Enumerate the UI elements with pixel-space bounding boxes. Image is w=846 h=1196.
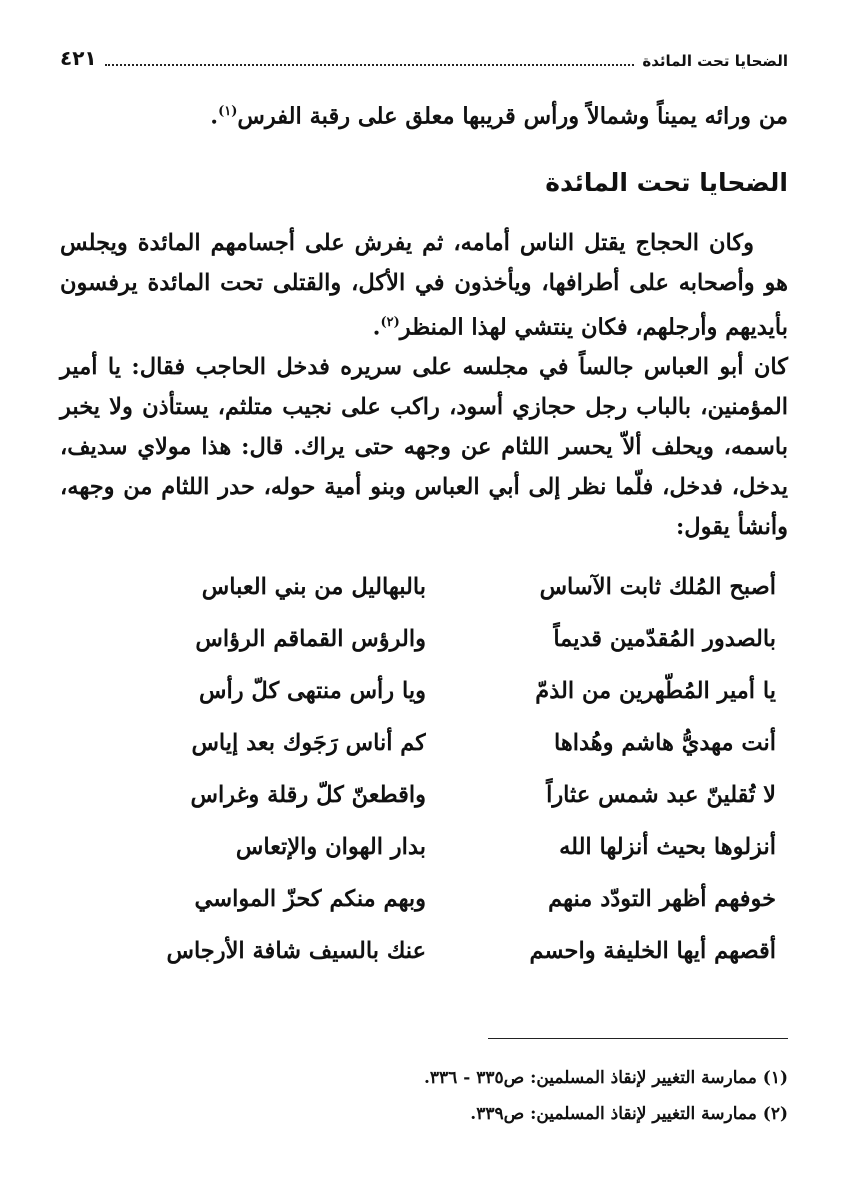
verse-second-hemistich: ويا رأس منتهى كلّ رأس bbox=[199, 678, 426, 704]
footnote-ref-1: (١) bbox=[218, 104, 238, 119]
footnotes bbox=[60, 1060, 788, 1132]
verse-second-hemistich: واقطعنّ كلّ رقلة وغراس bbox=[190, 782, 426, 808]
poem-verse bbox=[60, 717, 788, 769]
verse-second-hemistich: والرؤس القماقم الرؤاس bbox=[195, 626, 426, 652]
poem-verse bbox=[60, 873, 788, 925]
verse-second-hemistich: بدار الهوان والإتعاس bbox=[235, 834, 426, 860]
verse-first-hemistich: يا أمير المُطّهرين من الذمّ bbox=[535, 678, 776, 704]
verse-first-hemistich: أنزلوها بحيث أنزلها الله bbox=[559, 834, 776, 860]
poem-verse bbox=[60, 613, 788, 665]
verse-first-hemistich: خوفهم أظهر التودّد منهم bbox=[548, 886, 776, 912]
running-head-title: الضحايا تحت المائدة bbox=[642, 52, 788, 70]
verse-first-hemistich: لا تُقلينّ عبد شمس عثاراً bbox=[546, 782, 776, 808]
poem-verse bbox=[60, 769, 788, 821]
paragraph-hajjaj-end: . bbox=[372, 314, 381, 340]
paragraph-abu-abbas: كان أبو العباس جالساً في مجلسه على سريره فدخل الحاجب فقال: يا أمير المؤمنين، بالباب رجل حجازي أسود، راكب على نجيب متلثم، يستأذن ولا يخبر باسمه، ويحلف ألاّ يحسر اللثام عن وجهه حتى يراك. قال: هذا مولاي سديف، يدخل، فدخل، فلّما نظر إلى أبي العباس وبنو أمية حوله، حدر اللثام من وجهه، وأنشأ يقول: bbox=[60, 354, 788, 540]
verse-second-hemistich: وبهم منكم كحزّ المواسي bbox=[194, 886, 426, 912]
running-head-leader-dots bbox=[105, 64, 635, 66]
poem bbox=[60, 561, 788, 977]
section-heading: الضحايا تحت المائدة bbox=[545, 167, 788, 197]
poem-verse bbox=[60, 665, 788, 717]
poem-verse bbox=[60, 925, 788, 977]
footnote-separator bbox=[488, 1038, 788, 1039]
verse-first-hemistich: أقصهم أيها الخليفة واحسم bbox=[529, 938, 776, 964]
poem-verse bbox=[60, 561, 788, 613]
poem-verse bbox=[60, 821, 788, 873]
page-number: ٤٢١ bbox=[60, 46, 97, 70]
opening-line-end: . bbox=[210, 103, 219, 130]
footnote: (١) ممارسة التغيير لإنقاذ المسلمين: ص٣٣٥ - ٣٣٦. bbox=[423, 1068, 788, 1088]
footnote: (٢) ممارسة التغيير لإنقاذ المسلمين: ص٣٣٩. bbox=[470, 1104, 788, 1124]
verse-second-hemistich: عنك بالسيف شافة الأرجاس bbox=[166, 938, 426, 964]
footnote-ref-2: (٢) bbox=[380, 314, 400, 330]
opening-line-text: من ورائه يميناً وشمالاً ورأس قريبها معلق على رقبة الفرس bbox=[237, 103, 788, 130]
verse-second-hemistich: كم أناس رَجَوك بعد إياس bbox=[191, 730, 426, 756]
verse-first-hemistich: أنت مهديُّ هاشم وهُداها bbox=[553, 730, 776, 756]
opening-line bbox=[60, 92, 788, 137]
book-page bbox=[60, 30, 788, 1170]
verse-first-hemistich: بالصدور المُقدّمين قديماً bbox=[553, 626, 776, 652]
paragraph-hajjaj-text: وكان الحجاج يقتل الناس أمامه، ثم يفرش على أجسامهم المائدة ويجلس هو وأصحابه على أطرافها، ويأخذون في الأكل، والقتلى تحت المائدة يرفسون بأيديهم وأرجلهم، فكان ينتشي لهذا المنظر bbox=[60, 229, 788, 340]
running-head bbox=[60, 30, 788, 70]
paragraph-hajjaj bbox=[60, 223, 788, 348]
verse-first-hemistich: أصبح المُلك ثابت الآساس bbox=[539, 574, 776, 600]
verse-second-hemistich: بالبهاليل من بني العباس bbox=[201, 574, 426, 600]
